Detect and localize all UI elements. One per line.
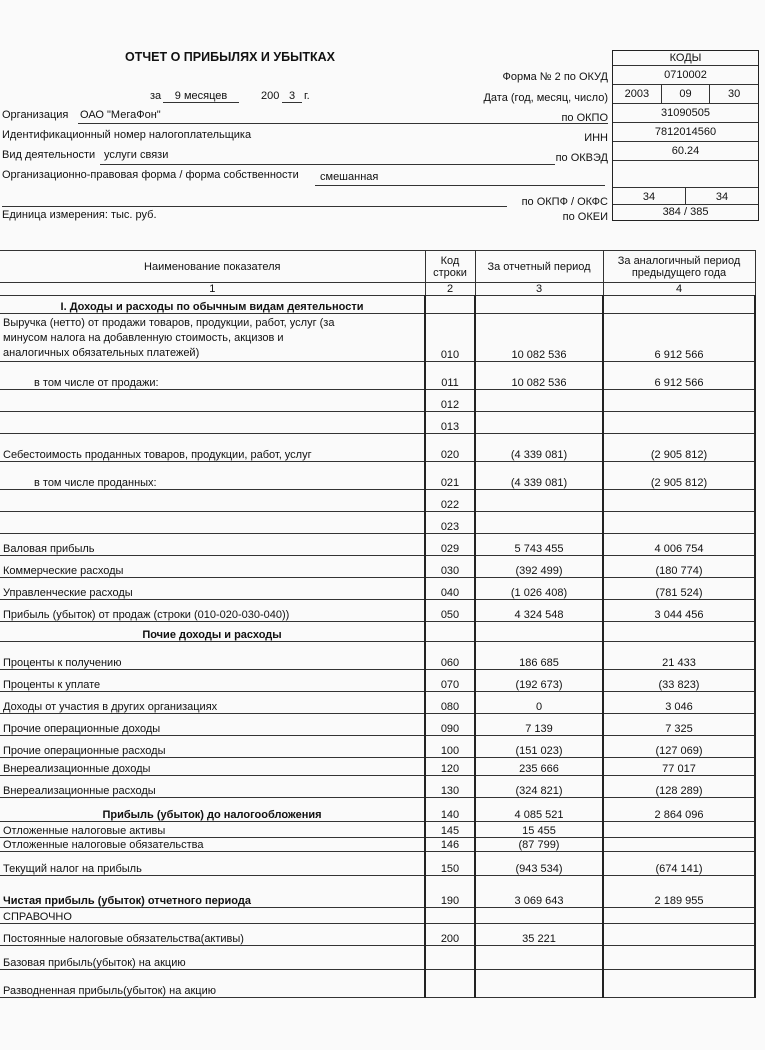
form-code: 0710002: [613, 66, 758, 85]
row-code: 146: [425, 838, 475, 852]
row-code: 029: [425, 534, 475, 556]
row-previous: 3 044 456: [603, 600, 755, 622]
org-value: ОАО "МегаФон": [80, 109, 161, 121]
row-previous: [603, 512, 755, 534]
row-name: [0, 390, 425, 412]
date-month: 09: [662, 85, 711, 103]
okpo-code: 31090505: [613, 104, 758, 123]
row-current: 0: [475, 692, 603, 714]
row-name: Прибыль (убыток) от продаж (строки (010-020-030-040)): [0, 600, 425, 622]
row-code: 020: [425, 434, 475, 462]
header-num-3: 3: [475, 283, 603, 296]
row-current: 4 085 521: [475, 798, 603, 822]
row-code: [425, 622, 475, 642]
period-value: 9 месяцев: [163, 90, 239, 103]
row-previous: (180 774): [603, 556, 755, 578]
table-row: [0, 434, 755, 462]
income-statement-table: [0, 250, 756, 998]
row-previous: [603, 908, 755, 924]
row-previous: [603, 838, 755, 852]
row-code: 040: [425, 578, 475, 600]
row-code: 050: [425, 600, 475, 622]
okopf-value: 34: [613, 188, 686, 204]
row-previous: [603, 924, 755, 946]
row-current: 186 685: [475, 642, 603, 670]
codes-box: [612, 50, 759, 221]
inn-code-label: ИНН: [584, 132, 608, 144]
inn-code: 7812014560: [613, 123, 758, 142]
row-name: Выручка (нетто) от продажи товаров, продукции, работ, услуг (за минусом налога на добавленную стоимость, акцизов и аналогичных обязательных платежей): [0, 314, 425, 362]
row-current: 10 082 536: [475, 362, 603, 390]
row-previous: [603, 622, 755, 642]
row-current: [475, 512, 603, 534]
okfs-value: 34: [715, 191, 729, 203]
table-row: [0, 876, 755, 908]
row-name: Внереализационные расходы: [0, 776, 425, 798]
row-previous: (781 524): [603, 578, 755, 600]
year-prefix: 200: [261, 90, 280, 102]
row-current: 235 666: [475, 758, 603, 776]
table-row: [0, 556, 755, 578]
okopf-label: по ОКПФ / ОКФС: [521, 196, 608, 208]
row-previous: [603, 822, 755, 838]
blank-code: [613, 161, 758, 188]
table-row: [0, 798, 755, 822]
table-row: [0, 314, 755, 362]
row-code: 150: [425, 852, 475, 876]
row-name: Валовая прибыль: [0, 534, 425, 556]
row-code: 030: [425, 556, 475, 578]
row-previous: [603, 490, 755, 512]
row-name: Себестоимость проданных товаров, продукции, работ, услуг: [0, 434, 425, 462]
row-previous: [603, 946, 755, 970]
table-row: [0, 776, 755, 798]
header-code: Код строки: [425, 251, 475, 283]
row-code: 200: [425, 924, 475, 946]
row-name: Прибыль (убыток) до налогообложения: [0, 798, 425, 822]
period-prefix: за: [150, 90, 162, 102]
table-row: [0, 822, 755, 838]
table-row: [0, 512, 755, 534]
row-name: Текущий налог на прибыль: [0, 852, 425, 876]
row-current: [475, 412, 603, 434]
row-name: Отложенные налоговые обязательства: [0, 838, 425, 852]
row-code: 145: [425, 822, 475, 838]
row-code: 100: [425, 736, 475, 758]
report-title: ОТЧЕТ О ПРИБЫЛЯХ И УБЫТКАХ: [125, 50, 335, 64]
row-previous: 6 912 566: [603, 314, 755, 362]
row-name: [0, 490, 425, 512]
row-code: 120: [425, 758, 475, 776]
row-current: [475, 970, 603, 998]
row-current: [475, 622, 603, 642]
row-code: 012: [425, 390, 475, 412]
row-code: 021: [425, 462, 475, 490]
row-current: (943 534): [475, 852, 603, 876]
row-previous: [603, 390, 755, 412]
table-row: [0, 462, 755, 490]
table-row: [0, 970, 755, 998]
row-code: 130: [425, 776, 475, 798]
row-code: 070: [425, 670, 475, 692]
table-row: [0, 852, 755, 876]
row-code: 140: [425, 798, 475, 822]
row-previous: (128 289): [603, 776, 755, 798]
row-current: 4 324 548: [475, 600, 603, 622]
year-suffix: 3: [282, 90, 302, 103]
row-name: Коммерческие расходы: [0, 556, 425, 578]
row-previous: 4 006 754: [603, 534, 755, 556]
row-name: Проценты к уплате: [0, 670, 425, 692]
row-current: (4 339 081): [475, 462, 603, 490]
table-row: [0, 924, 755, 946]
date-year: 2003: [613, 85, 662, 103]
row-code: 090: [425, 714, 475, 736]
row-name: в том числе от продажи:: [0, 362, 425, 390]
table-row: [0, 642, 755, 670]
row-current: [475, 908, 603, 924]
row-previous: (2 905 812): [603, 462, 755, 490]
table-row: [0, 362, 755, 390]
row-code: 060: [425, 642, 475, 670]
row-name: Прочие операционные расходы: [0, 736, 425, 758]
row-name: Разводненная прибыль(убыток) на акцию: [0, 970, 425, 998]
row-current: (392 499): [475, 556, 603, 578]
row-current: [475, 390, 603, 412]
codes-title: КОДЫ: [613, 51, 758, 66]
row-code: 023: [425, 512, 475, 534]
header-num-1: 1: [0, 283, 425, 296]
row-name: Почие доходы и расходы: [0, 622, 425, 642]
unit-label: Единица измерения: тыс. руб.: [2, 209, 157, 221]
table-row: [0, 412, 755, 434]
row-current: (1 026 408): [475, 578, 603, 600]
table-row: [0, 714, 755, 736]
date-code: [613, 85, 758, 104]
activity-label: Вид деятельности: [2, 149, 96, 161]
row-name: Отложенные налоговые активы: [0, 822, 425, 838]
row-code: [425, 970, 475, 998]
row-code: [425, 908, 475, 924]
form-label: Форма № 2 по ОКУД: [502, 71, 608, 83]
header-previous: За аналогичный период предыдущего года: [603, 251, 755, 283]
row-previous: (127 069): [603, 736, 755, 758]
row-current: [475, 296, 603, 314]
row-previous: 7 325: [603, 714, 755, 736]
table-row: [0, 908, 755, 924]
row-current: 7 139: [475, 714, 603, 736]
row-current: 10 082 536: [475, 314, 603, 362]
row-previous: (674 141): [603, 852, 755, 876]
row-previous: 2 864 096: [603, 798, 755, 822]
ownership-label: Организационно-правовая форма / форма собственности: [2, 169, 299, 181]
row-name: Проценты к получению: [0, 642, 425, 670]
table-row: [0, 534, 755, 556]
date-day: 30: [728, 88, 741, 100]
table-row: [0, 578, 755, 600]
table-row: [0, 390, 755, 412]
okei-label: по ОКЕИ: [562, 211, 608, 223]
row-code: 010: [425, 314, 475, 362]
row-current: (324 821): [475, 776, 603, 798]
row-current: (151 023): [475, 736, 603, 758]
row-current: 5 743 455: [475, 534, 603, 556]
row-previous: [603, 412, 755, 434]
row-previous: 2 189 955: [603, 876, 755, 908]
header-name: Наименование показателя: [0, 251, 425, 283]
row-previous: [603, 970, 755, 998]
row-previous: (2 905 812): [603, 434, 755, 462]
table-row: [0, 736, 755, 758]
row-current: (192 673): [475, 670, 603, 692]
row-previous: [603, 296, 755, 314]
row-code: 080: [425, 692, 475, 714]
row-current: 35 221: [475, 924, 603, 946]
row-current: [475, 946, 603, 970]
ownership-value: смешанная: [320, 171, 379, 183]
row-previous: (33 823): [603, 670, 755, 692]
row-code: [425, 946, 475, 970]
table-row: [0, 600, 755, 622]
row-current: [475, 490, 603, 512]
row-current: 15 455: [475, 822, 603, 838]
row-code: [425, 296, 475, 314]
row-name: Постоянные налоговые обязательства(активы): [0, 924, 425, 946]
table-row: [0, 490, 755, 512]
row-name: Базовая прибыль(убыток) на акцию: [0, 946, 425, 970]
row-code: 190: [425, 876, 475, 908]
header-num-2: 2: [425, 283, 475, 296]
row-previous: 77 017: [603, 758, 755, 776]
table-row: [0, 946, 755, 970]
row-name: I. Доходы и расходы по обычным видам деятельности: [0, 296, 425, 314]
table-row: [0, 758, 755, 776]
okpo-label: по ОКПО: [561, 112, 608, 124]
inn-label: Идентификационный номер налогоплательщика: [2, 129, 252, 141]
table-row: [0, 296, 755, 314]
row-code: 022: [425, 490, 475, 512]
table-row: [0, 670, 755, 692]
row-current: (87 799): [475, 838, 603, 852]
header-current: За отчетный период: [475, 251, 603, 283]
row-name: Внереализационные доходы: [0, 758, 425, 776]
row-code: 011: [425, 362, 475, 390]
row-name: в том числе проданных:: [0, 462, 425, 490]
row-name: Чистая прибыль (убыток) отчетного периода: [0, 876, 425, 908]
row-previous: 21 433: [603, 642, 755, 670]
okved-code: 60.24: [613, 142, 758, 161]
okei-code: 384 / 385: [662, 206, 709, 218]
table-row: [0, 622, 755, 642]
table-row: [0, 692, 755, 714]
activity-value: услуги связи: [104, 149, 169, 161]
row-current: (4 339 081): [475, 434, 603, 462]
okved-label: по ОКВЭД: [555, 152, 608, 164]
row-name: [0, 412, 425, 434]
row-previous: 3 046: [603, 692, 755, 714]
row-name: [0, 512, 425, 534]
row-name: Доходы от участия в других организациях: [0, 692, 425, 714]
org-label: Организация: [2, 109, 69, 121]
row-name: Прочие операционные доходы: [0, 714, 425, 736]
table-row: [0, 838, 755, 852]
row-previous: 6 912 566: [603, 362, 755, 390]
row-name: Управленческие расходы: [0, 578, 425, 600]
header-num-4: 4: [603, 283, 755, 296]
row-current: 3 069 643: [475, 876, 603, 908]
okopf-code: [613, 188, 758, 205]
row-code: 013: [425, 412, 475, 434]
date-label: Дата (год, месяц, число): [483, 92, 608, 104]
year-end: г.: [304, 90, 310, 102]
row-name: СПРАВОЧНО: [0, 908, 425, 924]
